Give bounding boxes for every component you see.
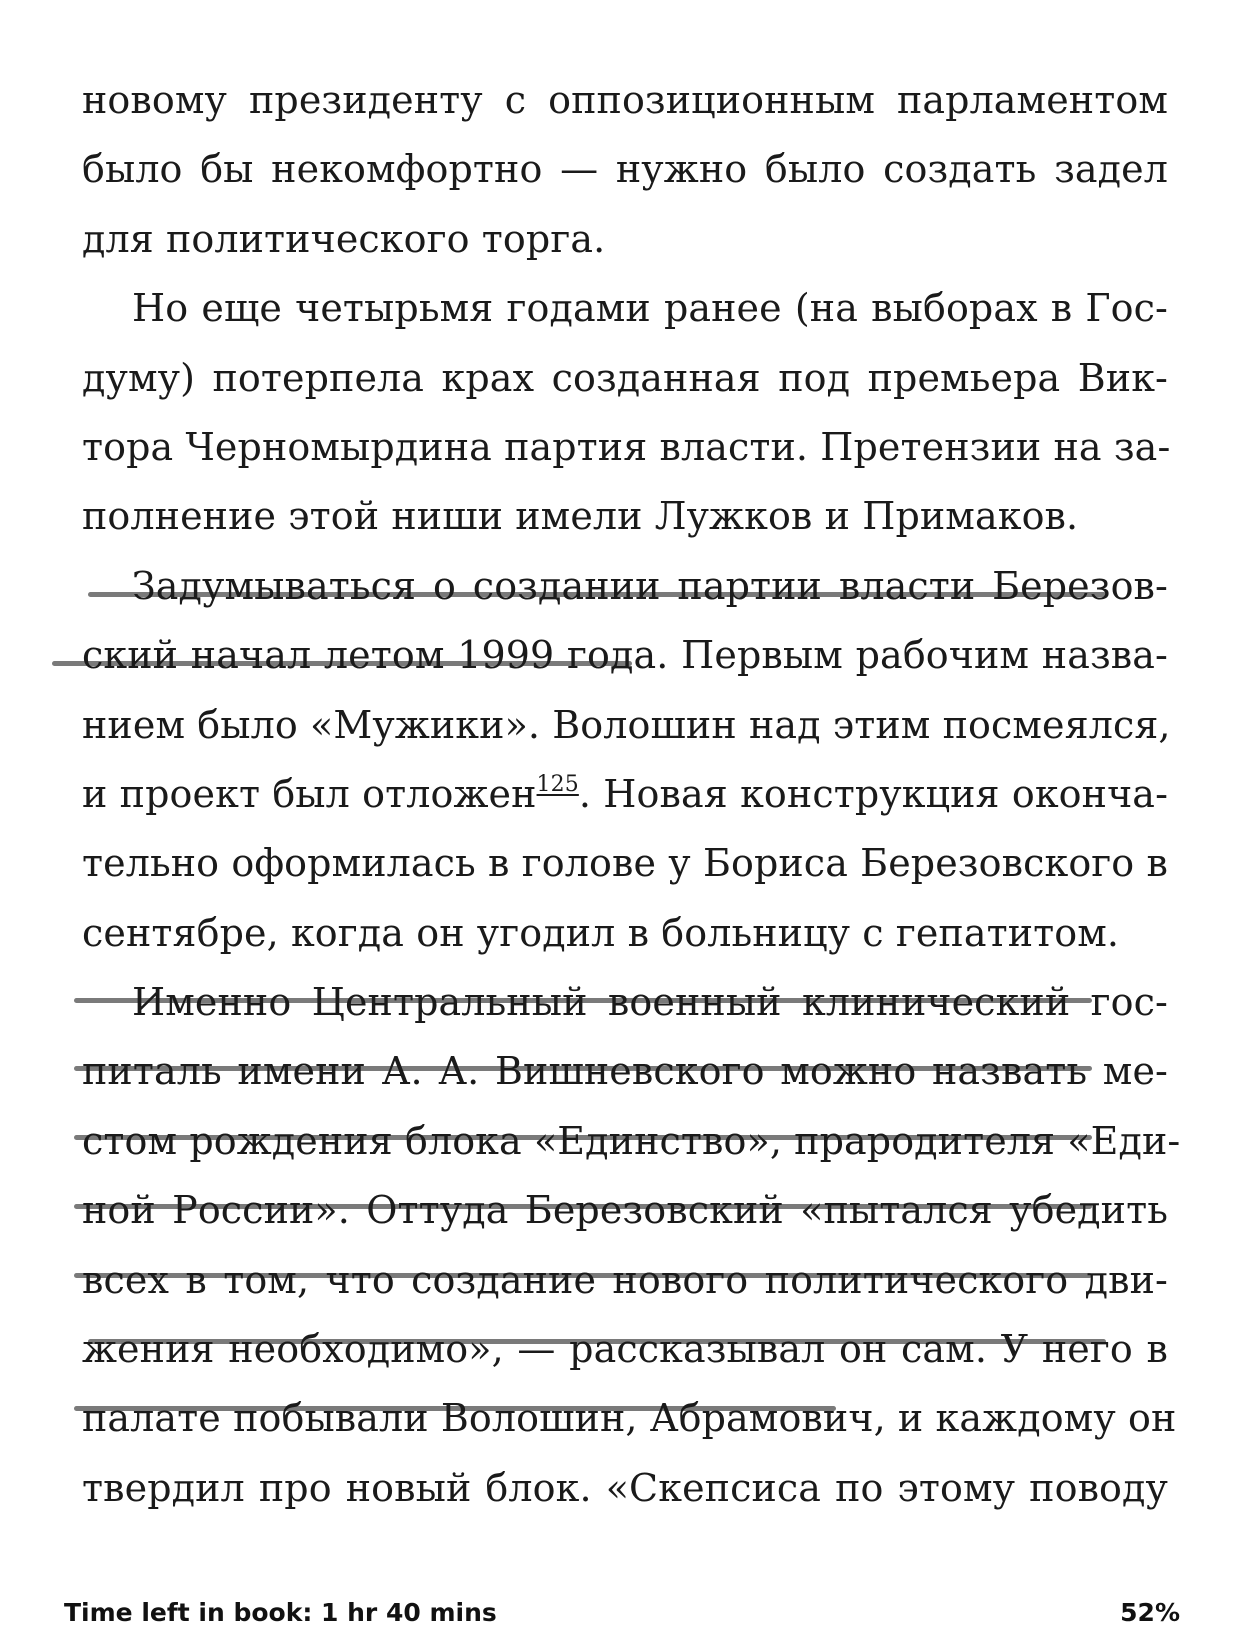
footnote-link[interactable]: 125: [536, 771, 579, 797]
text-line: сентябре, когда он угодил в больницу с гепатитом.: [82, 910, 1120, 955]
book-page[interactable]: [82, 66, 1181, 1523]
text-line: тора Черномырдина партия власти. Претензии на за-: [82, 424, 1171, 469]
text-line: полнение этой ниши имели Лужков и Примаков.: [82, 494, 1079, 539]
text-line: для политического торга.: [82, 216, 606, 261]
text-line: твердил про новый блок. «Скепсиса по этому поводу: [82, 1465, 1168, 1510]
text-fragment: . Новая конструкция оконча-: [578, 771, 1169, 816]
text-line: нием было «Мужики». Волошин над этим посмеялся,: [82, 702, 1171, 747]
reading-progress-footer[interactable]: [64, 1598, 1180, 1638]
highlighted-text-line: ной России». Оттуда Березовский «пытался убедить: [82, 1188, 1168, 1233]
text-line: новому президенту с оппозиционным парламентом: [82, 78, 1168, 122]
time-left-label[interactable]: Time left in book: 1 hr 40 mins: [64, 1598, 497, 1627]
text-line: думу) потерпела крах созданная под премьера Вик-: [82, 355, 1168, 400]
highlighted-text-line: палате побывали Волошин, Абрамович, и каждому он: [82, 1396, 1177, 1441]
highlighted-text-line: Задумываться о создании партии власти Березов-: [132, 563, 1168, 608]
highlighted-text-line: жения необходимо», — рассказывал он сам. У него в: [82, 1327, 1168, 1372]
text-line: [82, 760, 1168, 829]
text-line: Но еще четырьмя годами ранее (на выборах в Гос-: [132, 286, 1168, 331]
progress-percent[interactable]: 52%: [1120, 1598, 1180, 1627]
highlighted-text-line: ский начал летом 1999 года. Первым рабочим назва-: [82, 633, 1168, 678]
highlighted-text-line: стом рождения блока «Единство», прародителя «Еди-: [82, 1118, 1181, 1163]
highlighted-text-line: питаль имени А. А. Вишневского можно назвать ме-: [82, 1049, 1168, 1094]
text-fragment: и проект был отложен: [82, 771, 537, 816]
text-line: было бы некомфортно — нужно было создать задел: [82, 147, 1168, 192]
text-line: тельно оформилась в голове у Бориса Березовского в: [82, 841, 1168, 886]
highlighted-text-line: Именно Центральный военный клинический гос-: [132, 980, 1168, 1025]
highlighted-text-line: всех в том, что создание нового политического дви-: [82, 1257, 1168, 1302]
